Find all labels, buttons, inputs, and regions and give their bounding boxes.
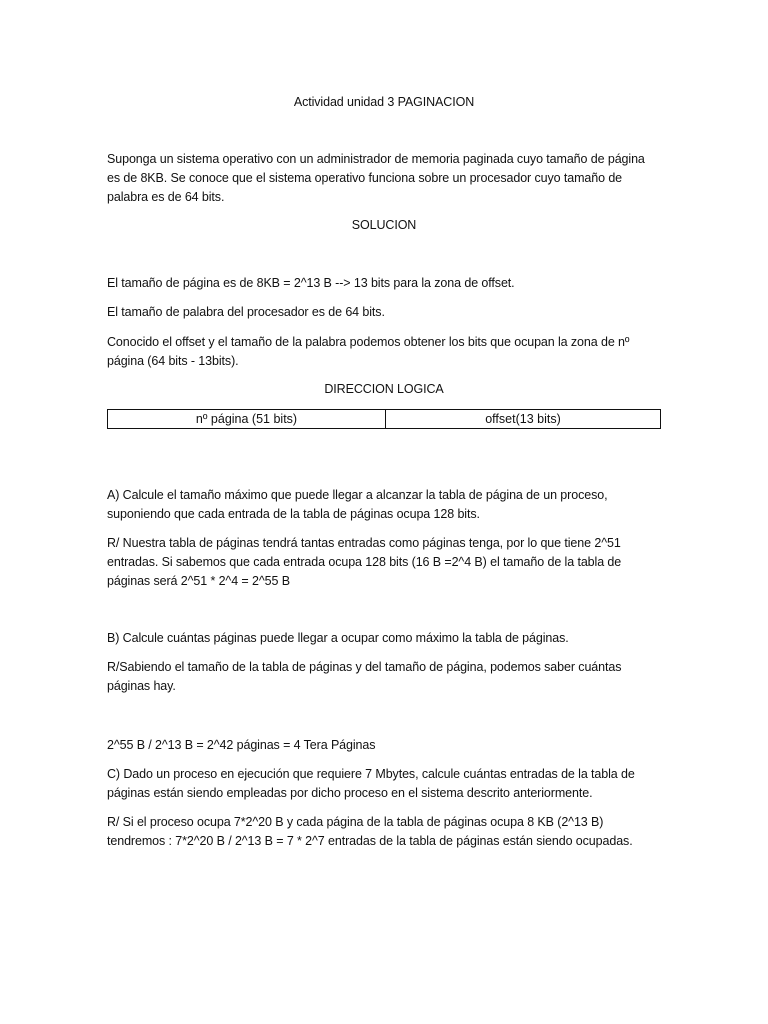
- logical-address-heading: DIRECCION LOGICA: [324, 382, 444, 396]
- document-title: Actividad unidad 3 PAGINACION: [293, 95, 475, 109]
- question-c-line-2: páginas están siendo empleadas por dicho proceso en el sistema descrito anteriormente.: [107, 786, 593, 800]
- intro-line-1: Suponga un sistema operativo con un administrador de memoria paginada cuyo tamaño de página: [107, 152, 645, 166]
- solution-paragraph-3-line-1: Conocido el offset y el tamaño de la palabra podemos obtener los bits que ocupan la zona de nº: [107, 335, 630, 349]
- offset-cell: offset(13 bits): [386, 410, 661, 429]
- answer-c-line-1: R/ Si el proceso ocupa 7*2^20 B y cada página de la tabla de páginas ocupa 8 KB (2^13 B): [107, 815, 604, 829]
- answer-b-line-2: páginas hay.: [107, 679, 176, 693]
- question-b: B) Calcule cuántas páginas puede llegar a ocupar como máximo la tabla de páginas.: [107, 631, 569, 645]
- answer-b-line-1: R/Sabiendo el tamaño de la tabla de páginas y del tamaño de página, podemos saber cuántas: [107, 660, 622, 674]
- answer-a-line-2: entradas. Si sabemos que cada entrada ocupa 128 bits (16 B =2^4 B) el tamaño de la tabla de: [107, 555, 622, 569]
- page-number-cell: nº página (51 bits): [108, 410, 386, 429]
- logical-address-table: [107, 409, 661, 429]
- solution-paragraph-2: El tamaño de palabra del procesador es de 64 bits.: [107, 305, 385, 319]
- solution-heading: SOLUCION: [351, 218, 417, 232]
- answer-a-line-1: R/ Nuestra tabla de páginas tendrá tantas entradas como páginas tenga, por lo que tiene 2^51: [107, 536, 621, 550]
- table-row: [108, 410, 661, 429]
- intro-line-3: palabra es de 64 bits.: [107, 190, 225, 204]
- answer-a-line-3: páginas será 2^51 * 2^4 = 2^55 B: [107, 574, 290, 588]
- question-c-line-1: C) Dado un proceso en ejecución que requiere 7 Mbytes, calcule cuántas entradas de la tabla de: [107, 767, 635, 781]
- question-a-line-2: suponiendo que cada entrada de la tabla de páginas ocupa 128 bits.: [107, 507, 480, 521]
- answer-c-line-2: tendremos : 7*2^20 B / 2^13 B = 7 * 2^7 entradas de la tabla de páginas están siendo ocupadas.: [107, 834, 633, 848]
- solution-paragraph-1: El tamaño de página es de 8KB = 2^13 B --> 13 bits para la zona de offset.: [107, 276, 515, 290]
- question-a-line-1: A) Calcule el tamaño máximo que puede llegar a alcanzar la tabla de página de un proceso,: [107, 488, 608, 502]
- answer-b-result: 2^55 B / 2^13 B = 2^42 páginas = 4 Tera Páginas: [107, 738, 376, 752]
- intro-line-2: es de 8KB. Se conoce que el sistema operativo funciona sobre un procesador cuyo tamaño de: [107, 171, 623, 185]
- solution-paragraph-3-line-2: página (64 bits - 13bits).: [107, 354, 239, 368]
